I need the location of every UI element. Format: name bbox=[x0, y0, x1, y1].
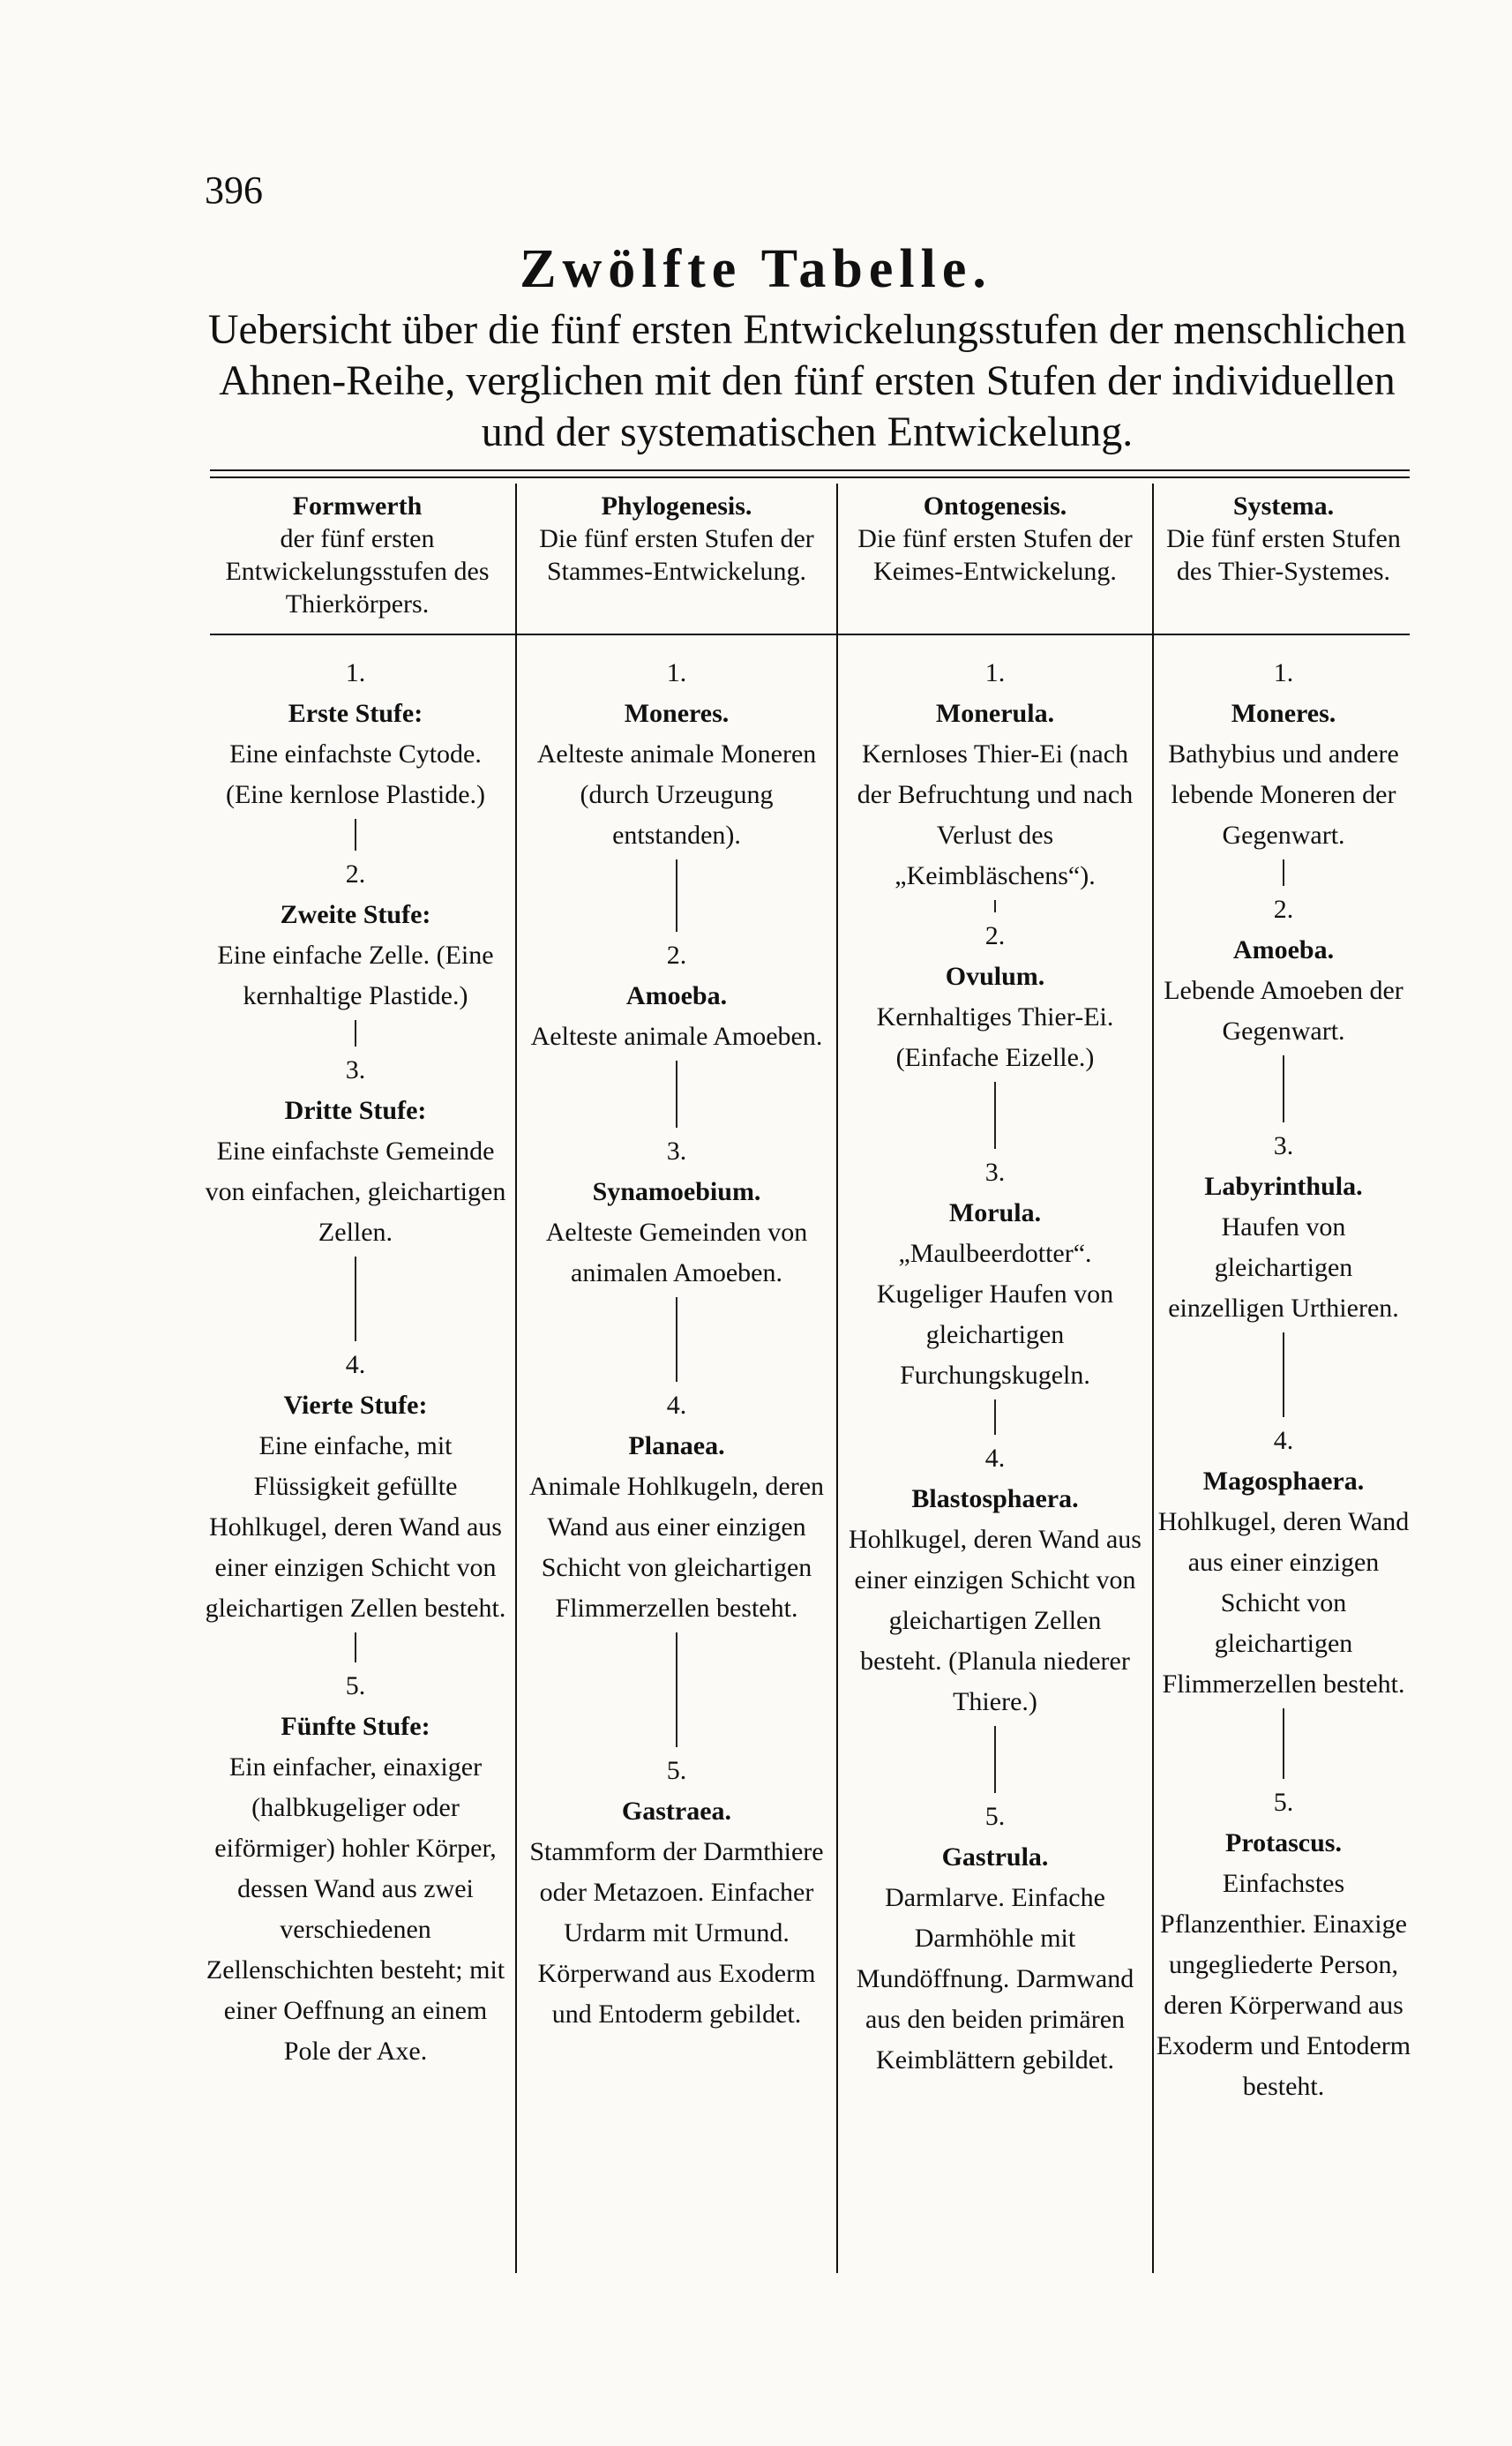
stage-description: Aelteste Gemeinden von animalen Amoeben. bbox=[545, 1218, 808, 1287]
stage-connector bbox=[1283, 859, 1284, 886]
stage-description: Kernhaltiges Thier-Ei. (Einfache Eizelle.) bbox=[876, 1002, 1114, 1072]
header-text: der fünf ersten Entwickelungsstufen des Thierkörpers. bbox=[225, 524, 490, 619]
stage-number: 5. bbox=[1273, 1788, 1294, 1817]
stage-4 bbox=[845, 1438, 1145, 1793]
stage-name: Amoeba. bbox=[625, 981, 728, 1010]
stage-connector bbox=[1283, 1708, 1284, 1779]
header-title: Ontogenesis. bbox=[923, 491, 1067, 521]
header-title: Systema. bbox=[1232, 491, 1335, 521]
stage-connector bbox=[1283, 1332, 1284, 1417]
stage-connector bbox=[355, 819, 356, 851]
stage-name: Zweite Stufe: bbox=[280, 900, 431, 929]
stage-5 bbox=[526, 1751, 827, 2035]
column-header-formwerth bbox=[205, 490, 510, 620]
column-header-ontogenesis bbox=[845, 490, 1145, 588]
column-header-systema bbox=[1161, 490, 1406, 588]
stage-number: 2. bbox=[1273, 895, 1294, 924]
stage-connector bbox=[676, 859, 677, 932]
stage-number: 2. bbox=[984, 921, 1006, 950]
stage-name: Magosphaera. bbox=[1202, 1467, 1365, 1496]
stage-1 bbox=[203, 653, 508, 851]
stage-name: Fünfte Stufe: bbox=[281, 1712, 430, 1741]
stage-number: 3. bbox=[345, 1055, 366, 1084]
stage-number: 5. bbox=[984, 1802, 1006, 1831]
stage-name: Monerula. bbox=[935, 699, 1055, 728]
stage-description: Eine einfache, mit Flüssigkeit gefüllte Hohlkugel, deren Wand aus einer einzigen Schicht von gleichartigen Zellen besteht. bbox=[205, 1431, 506, 1623]
stage-description: Haufen von gleichartigen einzelligen Urthieren. bbox=[1168, 1212, 1399, 1323]
stage-name: Ovulum. bbox=[945, 962, 1045, 991]
column-systema bbox=[1156, 653, 1411, 2107]
header-bottom-rule bbox=[210, 634, 1410, 635]
stage-3 bbox=[845, 1152, 1145, 1435]
column-divider-1 bbox=[515, 484, 517, 2273]
stage-number: 3. bbox=[1273, 1131, 1294, 1160]
column-phylogenesis bbox=[526, 653, 827, 2035]
stage-4 bbox=[203, 1345, 508, 1662]
stage-description: Eine einfachste Cytode. (Eine kernlose Plastide.) bbox=[225, 739, 486, 809]
stage-description: Eine einfache Zelle. (Eine kernhaltige Plastide.) bbox=[217, 941, 494, 1010]
stage-5 bbox=[845, 1797, 1145, 2081]
stage-3 bbox=[526, 1131, 827, 1382]
stage-number: 4. bbox=[1273, 1426, 1294, 1455]
stage-number: 5. bbox=[345, 1671, 366, 1700]
stage-connector bbox=[355, 1257, 356, 1341]
stage-number: 2. bbox=[345, 859, 366, 889]
column-formwerth bbox=[203, 653, 508, 2072]
stage-1 bbox=[1156, 653, 1411, 886]
stage-4 bbox=[526, 1385, 827, 1747]
stage-number: 1. bbox=[984, 658, 1006, 687]
stage-name: Amoeba. bbox=[1232, 935, 1335, 964]
header-text: Die fünf ersten Stufen des Thier-Systemes. bbox=[1166, 524, 1401, 586]
stage-description: Lebende Amoeben der Gegenwart. bbox=[1164, 976, 1403, 1046]
stage-connector bbox=[355, 1632, 356, 1662]
stage-number: 3. bbox=[984, 1158, 1006, 1187]
column-divider-3 bbox=[1152, 484, 1154, 2273]
stage-name: Vierte Stufe: bbox=[283, 1391, 428, 1420]
stage-number: 5. bbox=[666, 1756, 687, 1785]
stage-connector bbox=[994, 1082, 996, 1149]
stage-name: Erste Stufe: bbox=[288, 699, 423, 728]
stage-connector bbox=[994, 900, 996, 912]
page-number: 396 bbox=[205, 169, 263, 212]
header-text: Die fünf ersten Stufen der Stammes-Entwickelung. bbox=[539, 524, 814, 586]
stage-number: 3. bbox=[666, 1137, 687, 1166]
stage-number: 1. bbox=[1273, 658, 1294, 687]
stage-name: Morula. bbox=[948, 1198, 1042, 1227]
stage-name: Gastraea. bbox=[621, 1797, 732, 1826]
stage-description: Darmlarve. Einfache Darmhöhle mit Mundöffnung. Darmwand aus den beiden primären Keimblättern gebildet. bbox=[856, 1883, 1134, 2075]
stage-description: Hohlkugel, deren Wand aus einer einzigen Schicht von gleichartigen Zellen besteht. (Planula niederer Thiere.) bbox=[849, 1525, 1141, 1716]
stage-name: Labyrinthula. bbox=[1204, 1172, 1363, 1201]
stage-description: Ein einfacher, einaxiger (halbkugeliger oder eiförmiger) hohler Körper, dessen Wand aus zwei verschiedenen Zellenschichten besteht; mit einer Oeffnung an einem Pole der Axe. bbox=[206, 1752, 505, 2066]
stage-connector bbox=[676, 1061, 677, 1128]
stage-3 bbox=[203, 1050, 508, 1341]
stage-2 bbox=[526, 935, 827, 1128]
stage-2 bbox=[203, 854, 508, 1047]
stage-5 bbox=[203, 1666, 508, 2072]
column-ontogenesis bbox=[845, 653, 1145, 2081]
stage-connector bbox=[676, 1297, 677, 1382]
header-title: Phylogenesis. bbox=[601, 491, 752, 521]
stage-name: Planaea. bbox=[628, 1431, 725, 1460]
header-text: Die fünf ersten Stufen der Keimes-Entwickelung. bbox=[857, 524, 1133, 586]
stage-name: Moneres. bbox=[1231, 699, 1336, 728]
header-title: Formwerth bbox=[292, 491, 423, 521]
stage-3 bbox=[1156, 1126, 1411, 1417]
stage-number: 2. bbox=[666, 941, 687, 970]
stage-5 bbox=[1156, 1782, 1411, 2107]
stage-2 bbox=[1156, 889, 1411, 1122]
stage-number: 1. bbox=[345, 658, 366, 687]
stage-description: Stammform der Darmthiere oder Metazoen. Einfacher Urdarm mit Urmund. Körperwand aus Exoderm und Entoderm gebildet. bbox=[529, 1837, 824, 2029]
stage-name: Blastosphaera. bbox=[911, 1484, 1079, 1513]
stage-description: Einfachstes Pflanzenthier. Einaxige ungegliederte Person, deren Körperwand aus Exoderm und Entoderm besteht. bbox=[1156, 1869, 1411, 2101]
column-header-phylogenesis bbox=[526, 490, 827, 588]
stage-connector bbox=[994, 1726, 996, 1793]
stage-1 bbox=[845, 653, 1145, 912]
stage-2 bbox=[845, 916, 1145, 1149]
stage-description: Animale Hohlkugeln, deren Wand aus einer einzigen Schicht von gleichartigen Flimmerzellen besteht. bbox=[528, 1472, 825, 1623]
stage-description: Aelteste animale Moneren (durch Urzeugung entstanden). bbox=[536, 739, 817, 850]
stage-connector bbox=[1283, 1055, 1284, 1122]
stage-description: Aelteste animale Amoeben. bbox=[530, 1022, 823, 1051]
top-rule-2 bbox=[210, 476, 1410, 478]
stage-number: 4. bbox=[984, 1444, 1006, 1473]
stage-description: Bathybius und andere lebende Moneren der Gegenwart. bbox=[1168, 739, 1399, 850]
top-rule-1 bbox=[210, 469, 1410, 471]
stage-name: Synamoebium. bbox=[592, 1177, 761, 1206]
stage-connector bbox=[355, 1020, 356, 1047]
stage-number: 4. bbox=[345, 1350, 366, 1379]
stage-number: 1. bbox=[666, 658, 687, 687]
column-divider-2 bbox=[836, 484, 838, 2273]
stage-1 bbox=[526, 653, 827, 932]
table-title: Zwölfte Tabelle. bbox=[520, 239, 992, 299]
stage-description: Kernloses Thier-Ei (nach der Befruchtung und nach Verlust des „Keimbläschens“). bbox=[857, 739, 1134, 890]
stage-description: „Maulbeerdotter“. Kugeliger Haufen von gleichartigen Furchungskugeln. bbox=[876, 1239, 1114, 1390]
stage-name: Moneres. bbox=[624, 699, 730, 728]
stage-name: Dritte Stufe: bbox=[284, 1096, 427, 1125]
stage-number: 4. bbox=[666, 1391, 687, 1420]
stage-description: Eine einfachste Gemeinde von einfachen, gleichartigen Zellen. bbox=[205, 1137, 506, 1247]
stage-name: Gastrula. bbox=[941, 1842, 1049, 1872]
stage-4 bbox=[1156, 1421, 1411, 1779]
stage-name: Protascus. bbox=[1225, 1828, 1342, 1857]
stage-connector bbox=[994, 1399, 996, 1435]
table-subtitle: Uebersicht über die fünf ersten Entwickelungsstufen der menschlichen Ahnen-Reihe, verglichen mit den fünf ersten Stufen der individuellen und der systematischen Entwickelung. bbox=[207, 306, 1407, 455]
stage-connector bbox=[676, 1632, 677, 1747]
stage-description: Hohlkugel, deren Wand aus einer einzigen Schicht von gleichartigen Flimmerzellen besteht. bbox=[1157, 1507, 1410, 1699]
